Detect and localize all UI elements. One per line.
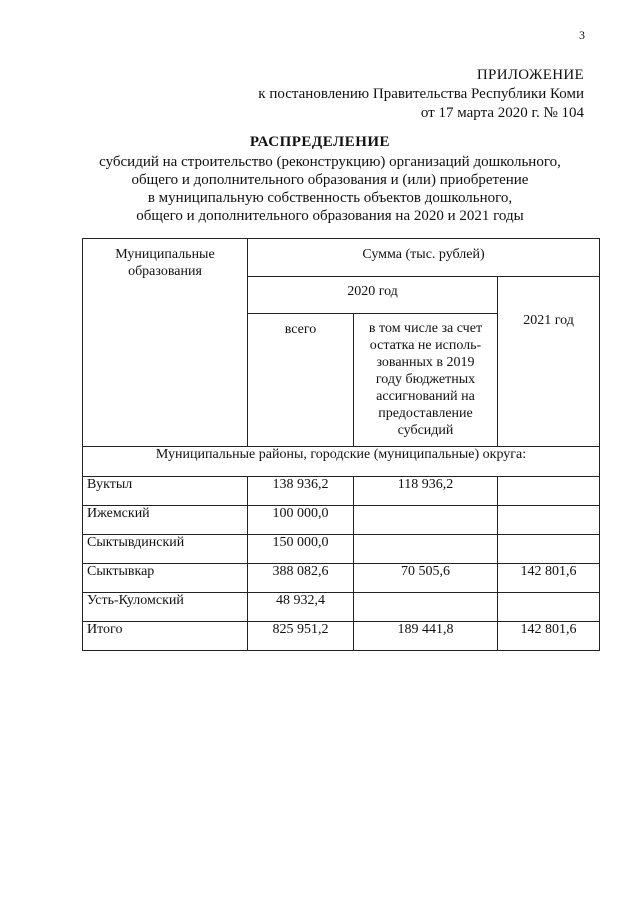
total-2020-cell: 48 932,4: [248, 593, 354, 622]
table-row: [83, 477, 600, 506]
year-2021-cell: [498, 506, 600, 535]
header-text: остатка не исполь-: [369, 338, 482, 353]
municipality-name: Усть-Куломский: [83, 593, 248, 622]
total-2020-cell: 825 951,2: [248, 622, 354, 651]
municipality-name: Ижемский: [83, 506, 248, 535]
table-row: [83, 535, 600, 564]
table-row-total: [83, 622, 600, 651]
including-2020-cell: 189 441,8: [354, 622, 498, 651]
year-2021-cell: 142 801,6: [498, 564, 600, 593]
municipality-name: Сыктывкар: [83, 564, 248, 593]
header-text: зованных в 2019: [376, 355, 475, 370]
header-text: образования: [128, 264, 202, 279]
header-year-2020: 2020 год: [248, 277, 498, 314]
header-text: предоставление: [378, 406, 473, 421]
header-year-2021: 2021 год: [498, 277, 600, 447]
including-2020-cell: [354, 506, 498, 535]
including-2020-cell: [354, 593, 498, 622]
appendix-heading: ПРИЛОЖЕНИЕ: [476, 67, 584, 83]
subtitle-line: субсидий на строительство (реконструкцию) организаций дошкольного,: [99, 154, 561, 170]
appendix-block: [258, 66, 584, 123]
subtitle-line: общего и дополнительного образования и (или) приобретение: [131, 172, 529, 188]
year-2021-cell: [498, 477, 600, 506]
header-sum: Сумма (тыс. рублей): [248, 239, 600, 277]
header-text: в том числе за счет: [368, 321, 483, 336]
total-2020-cell: 100 000,0: [248, 506, 354, 535]
document-title: РАСПРЕДЕЛЕНИЕ: [249, 134, 391, 150]
total-2020-cell: 138 936,2: [248, 477, 354, 506]
header-row: [83, 239, 600, 277]
year-2021-cell: [498, 593, 600, 622]
header-including: [354, 314, 498, 447]
total-2020-cell: 150 000,0: [248, 535, 354, 564]
distribution-table: [82, 238, 600, 651]
municipality-name: Сыктывдинский: [83, 535, 248, 564]
document-subtitle: [90, 153, 570, 225]
table-row: [83, 564, 600, 593]
including-2020-cell: 70 505,6: [354, 564, 498, 593]
table-row: [83, 593, 600, 622]
municipality-name: Итого: [83, 622, 248, 651]
year-2021-cell: [498, 535, 600, 564]
including-2020-cell: [354, 535, 498, 564]
header-text: ассигнований на: [376, 389, 475, 404]
municipality-name: Вуктыл: [83, 477, 248, 506]
group-label: Муниципальные районы, городские (муниципальные) округа:: [83, 447, 600, 477]
header-text: субсидий: [397, 423, 454, 438]
group-row: [83, 447, 600, 477]
header-text: году бюджетных: [375, 372, 476, 387]
page-number: 3: [579, 28, 585, 42]
header-text: Муниципальные: [115, 247, 215, 262]
year-2021-cell: 142 801,6: [498, 622, 600, 651]
appendix-date-line: от 17 марта 2020 г. № 104: [420, 105, 584, 121]
header-total: всего: [248, 314, 354, 447]
table-row: [83, 506, 600, 535]
subtitle-line: в муниципальную собственность объектов дошкольного,: [147, 190, 513, 206]
subtitle-line: общего и дополнительного образования на 2020 и 2021 годы: [136, 208, 524, 224]
including-2020-cell: 118 936,2: [354, 477, 498, 506]
header-municipalities: [83, 239, 248, 447]
total-2020-cell: 388 082,6: [248, 564, 354, 593]
appendix-resolution-line: к постановлению Правительства Республики Коми: [258, 86, 584, 102]
